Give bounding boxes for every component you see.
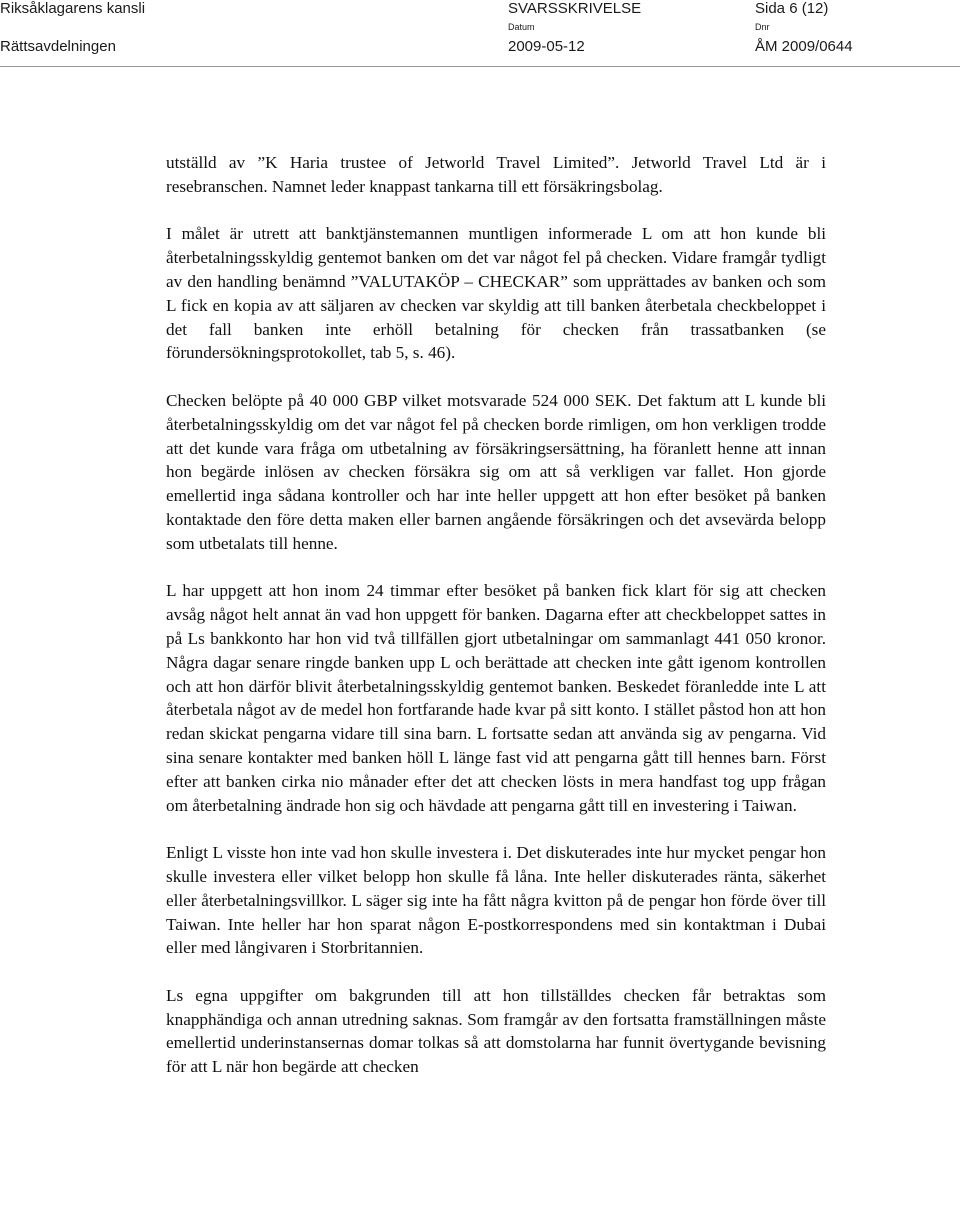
paragraph: Enligt L visste hon inte vad hon skulle investera i. Det diskuterades inte hur mycket pengar hon skulle investera eller vilket belopp hon skulle få låna. Inte heller diskuterades ränta, säkerhet eller återbetalningsvillkor. L säger sig inte ha fått några kvitton på de pengar hon förde över till Taiwan. Inte heller har hon sparat någon E-postkorrespondens med sin kontaktman i Dubai eller med långivaren i Storbritannien. — [166, 843, 826, 958]
department-name: Rättsavdelningen — [0, 38, 116, 55]
organization-name: Riksåklagarens kansli — [0, 0, 146, 17]
dnr-value: ÅM 2009/0644 — [755, 38, 853, 55]
paragraph: Checken belöpte på 40 000 GBP vilket motsvarade 524 000 SEK. Det faktum att L kunde bli återbetalningsskyldig om det var något fel på checken borde rimligen, om hon verkligen trodde att det kunde vara fråga om utbetalning av försäkringsersättning, ha föranlett henne att innan hon begärde inlösen av checken försäkra sig om att så verkligen var fallet. Hon gjorde emellertid inga sådana kontroller och har inte heller uppgett att hon efter besöket på banken kontaktade den före detta maken eller barnen angående försäkringen och det avsevärda belopp som utbetalats till henne. — [166, 390, 826, 553]
paragraph: Ls egna uppgifter om bakgrunden till att hon tillställdes checken får betraktas som knapphändiga och annan utredning saknas. Som framgår av den fortsatta framställningen måste emellertid underinstansernas domar tolkas så att domstolarna har funnit övertygande bevisning för att L när hon begärde att checken — [166, 985, 826, 1077]
page-number: Sida 6 (12) — [755, 0, 829, 17]
paragraph: I målet är utrett att banktjänstemannen muntligen informerade L om att hon kunde bli återbetalningsskyldig gentemot banken om det var något fel på checken. Vidare framgår tydligt av den handling benämnd ”VALUTAKÖP – CHECKAR” som upprättades av banken och som L fick en kopia av att säljaren av checken var skyldig att till banken återbetala checkbeloppet i det fall banken inte erhöll betalning för checken från trassatbanken (se förundersökningsprotokollet, tab 5, s. 46). — [166, 224, 826, 363]
paragraph: utställd av ”K Haria trustee of Jetworld Travel Limited”. Jetworld Travel Ltd är i resebranschen. Namnet leder knappast tankarna till ett försäkringsbolag. — [166, 153, 826, 196]
document-header — [0, 0, 960, 70]
date-value: 2009-05-12 — [508, 38, 585, 55]
document-type: SVARSSKRIVELSE — [508, 0, 642, 17]
date-label: Datum — [508, 22, 535, 32]
dnr-label: Dnr — [755, 22, 770, 32]
document-body — [166, 151, 826, 1103]
paragraph: L har uppgett att hon inom 24 timmar efter besöket på banken fick klart för sig att checken avsåg något helt annat än vad hon uppgett för banken. Dagarna efter att checkbeloppet sattes in på Ls bankkonto har hon vid två tillfällen gjort utbetalningar om sammanlagt 441 050 kronor. Några dagar senare ringde banken upp L och berättade att checken inte gått igenom kontrollen och att hon därför blivit återbetalningsskyldig gentemot banken. Beskedet föranledde inte L att återbetala något av de medel hon fortfarande hade kvar på sitt konto. I stället påstod hon att hon redan skickat pengarna vidare till sina barn. L fortsatte sedan att använda sig av pengarna. Vid sina senare kontakter med banken höll L länge fast vid att pengarna gått till hennes barn. Först efter att banken cirka nio månader efter det att checken lösts in mera handfast tog upp frågan om återbetalning ändrade hon sig och hävdade att pengarna gått till en investering i Taiwan. — [166, 581, 826, 815]
header-divider — [0, 66, 960, 67]
